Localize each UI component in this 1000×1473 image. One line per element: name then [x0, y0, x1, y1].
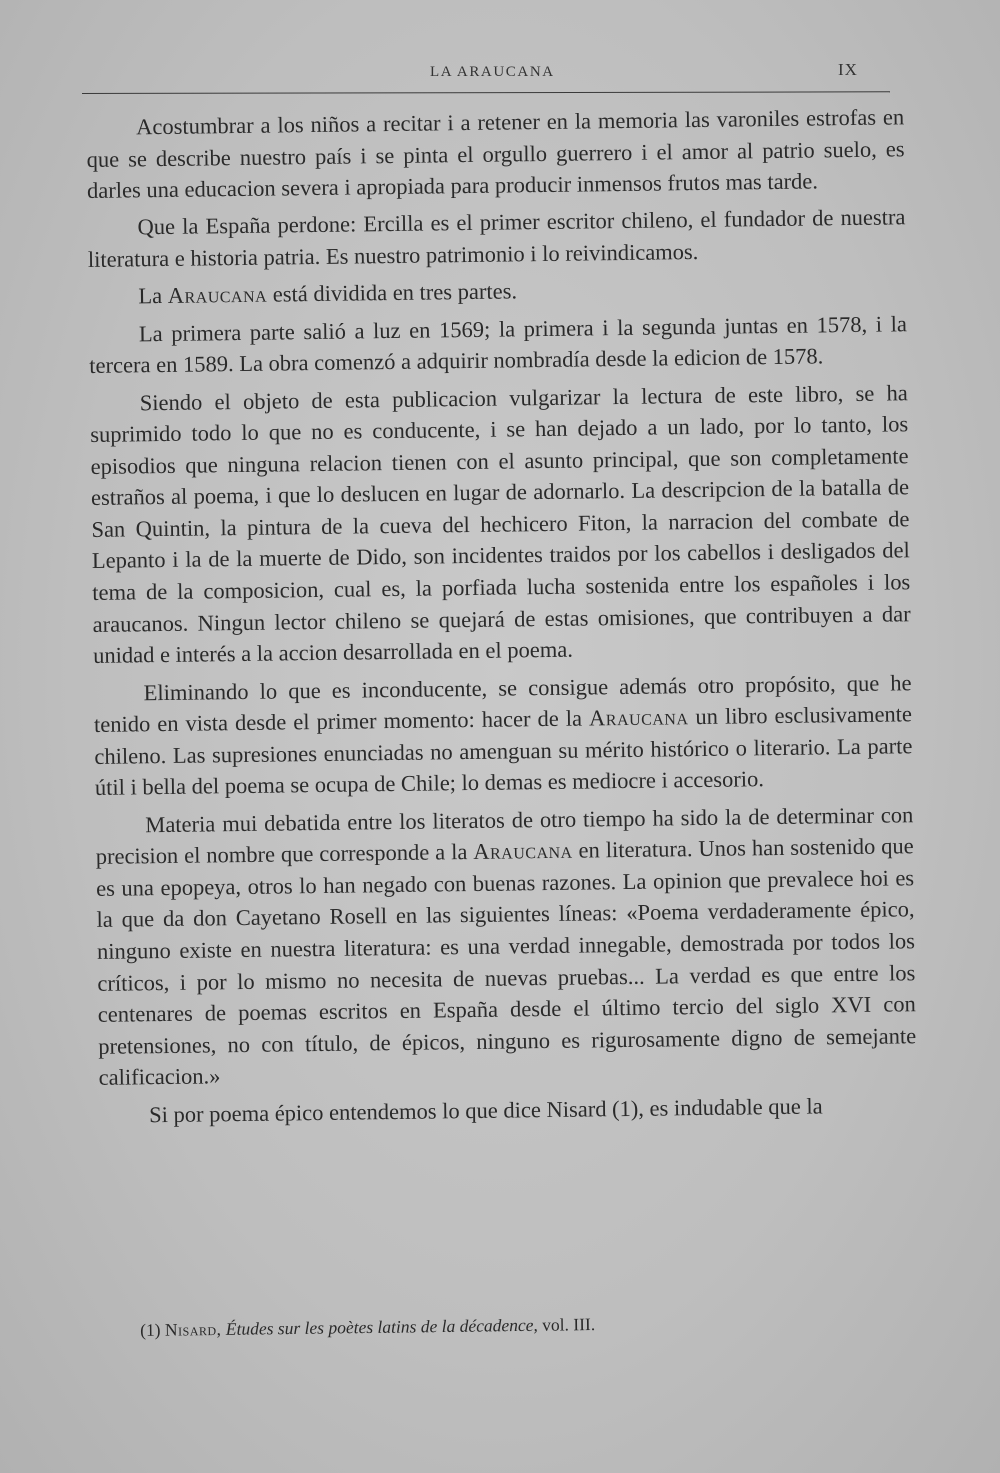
paragraph: Acostumbrar a los niños a recitar i a retener en la memoria las varoniles estrofas en que se describe nuestro país i se pinta el orgullo guerrero i el amor al patrio suelo, es darles una educacion severa i apropiada para producir inmensos frutos mas tarde.: [86, 104, 905, 204]
paragraph-text: Eliminando lo que es inconducente, se consigue además otro propósito, que he tenido en vista desde el primer momento: hacer de la: [93, 669, 912, 738]
footnote: [140, 1309, 840, 1342]
footnote-volume: vol. III.: [537, 1314, 596, 1335]
paragraph-text: en literatura. Unos han sostenido que es una epopeya, otros lo han negado con buenas razones. La opinion que prevalece hoi es la que da don Cayetano Rosell en las siguientes líneas: «Poema verdaderamente épico, ninguno existe en nuestra literatura: es una verdad innegable, demostrada por todos los críticos, i por lo mismo no necesita de nuevas pruebas... La verdad es que entre los centenares de poemas escritos en España desde el último tercio del siglo XVI con pretensiones, no con título, de épicos, ninguno es rigurosamente digno de semejante calificacion.»: [95, 833, 917, 1091]
book-title-small-caps: Araucana: [588, 704, 689, 731]
paragraph: [95, 799, 917, 1094]
paragraph: Siendo el objeto de esta publicacion vulgarizar la lectura de este libro, se ha suprimido todo lo que no es conducente, i se han dejado a un lado, por lo tanto, los episodios que ninguna relacion tienen con el asunto principal, que son completamente estraños al poema, i que lo deslucen en lugar de adornarlo. La descripcion de la batalla de San Quintin, la pintura de la cueva del hechicero Fiton, la narracion del combate de Lepanto i la de la muerte de Dido, son incidentes traidos por los cabellos i desligados del tema de la composicion, cual es, la porfiada lucha sostenida entre los españoles i los araucanos. Ningun lector chileno se quejará de estas omisiones, que contribuyen a dar unidad e interés a la accion desarrollada en el poema.: [90, 379, 911, 669]
paragraph: [88, 271, 906, 313]
paragraph: Si por poema épico entendemos lo que dice Nisard (1), es indudable que la: [148, 1093, 823, 1127]
footnote-work-title: Études sur les poètes latins de la décadence,: [221, 1314, 538, 1339]
running-title: LA ARAUCANA: [430, 64, 555, 80]
paragraph-text: Materia mui debatida entre los literatos de otro tiempo ha sido la de determinar con precision el nombre que corresponde a la: [95, 801, 914, 870]
footnote-author: Nisard,: [164, 1318, 222, 1340]
paragraph: La primera parte salió a luz en 1569; la primera i la segunda juntas en 1578, i la tercera en 1589. La obra comenzó a adquirir nombradía desde la edicion de 1578.: [89, 310, 908, 379]
header-rule: [82, 91, 890, 94]
book-title-small-caps: Araucana: [167, 281, 268, 309]
body-text: [86, 101, 917, 1137]
page-number: IX: [838, 60, 858, 79]
paragraph-text: está dividida en tres partes.: [266, 278, 518, 307]
book-title-small-caps: Araucana: [473, 837, 573, 865]
paragraph-text: un libro esclusivamente chileno. Las supresiones enunciadas no amenguan su mérito histórico o literario. La parte útil i bella del poema se ocupa de Chile; lo demas es mediocre i accesorio.: [94, 701, 913, 801]
paragraph: Que la España perdone: Ercilla es el primer escritor chileno, el fundador de nuestra literatura e historia patria. Es nuestro patrimonio i lo reivindicamos.: [87, 204, 906, 273]
paragraph-text: La: [138, 283, 168, 309]
footnote-marker: (1): [140, 1319, 166, 1340]
paragraph: [93, 667, 913, 804]
